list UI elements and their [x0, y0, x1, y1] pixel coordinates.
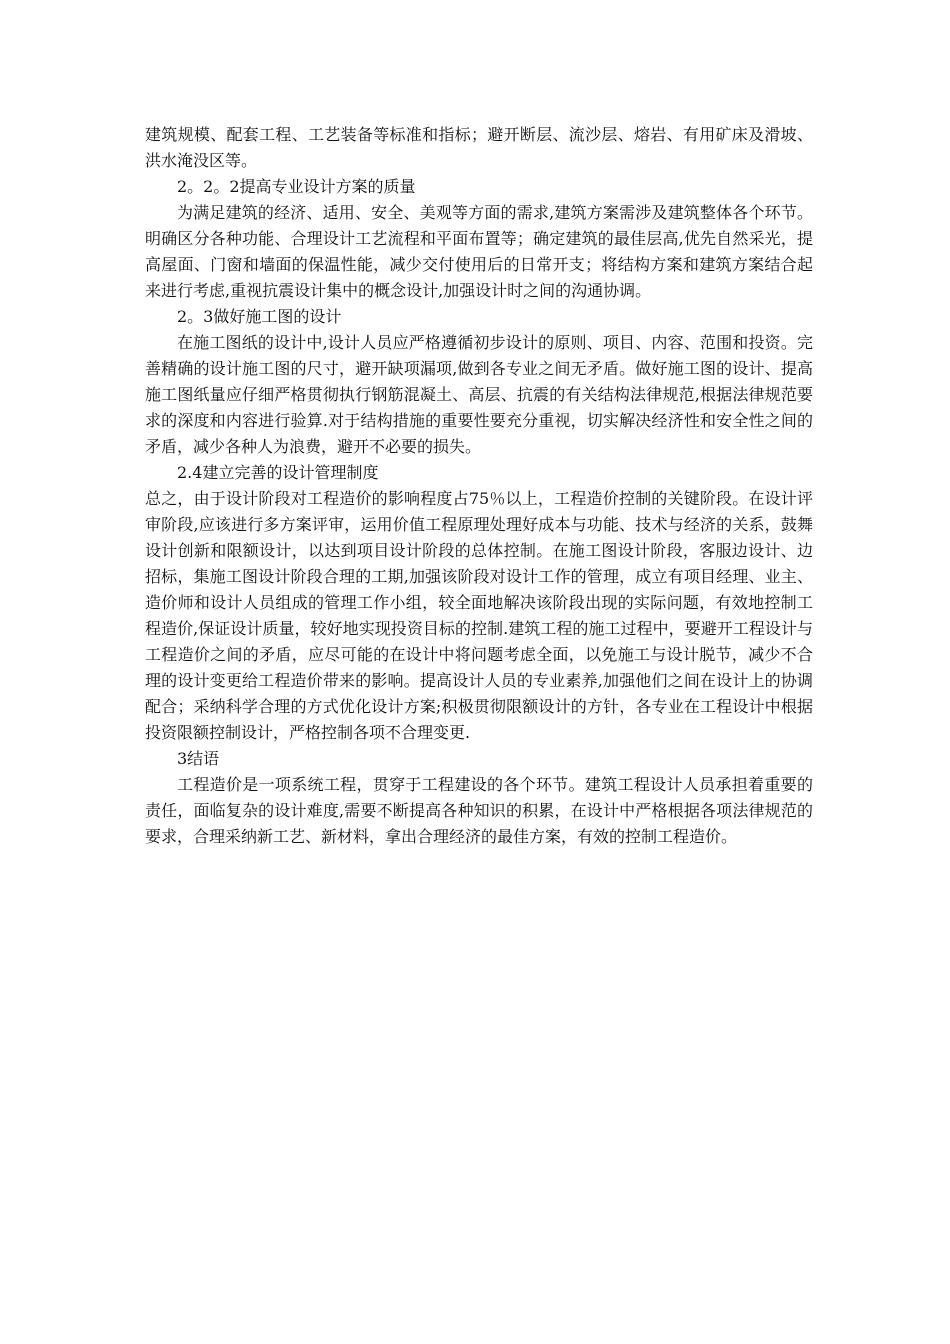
- section-heading-2-2-2: 2。2。2提高专业设计方案的质量: [177, 177, 416, 196]
- section-heading-2-4: 2.4建立完善的设计管理制度: [177, 463, 379, 482]
- paragraph-site-selection: 建筑规模、配套工程、工艺装备等标准和指标；避开断层、流沙层、熔岩、有用矿床及滑坡、洪水淹没区等。: [145, 125, 813, 170]
- section-heading-2-3: 2。3做好施工图的设计: [177, 307, 342, 326]
- section-heading-3: 3结语: [177, 749, 220, 768]
- paragraph-management-system: 总之，由于设计阶段对工程造价的影响程度占75％以上，工程造价控制的关键阶段。在设计评审阶段,应该进行多方案评审，运用价值工程原理处理好成本与功能、技术与经济的关系，鼓舞设计创新和限额设计，以达到项目设计阶段的总体控制。在施工图设计阶段，客服边设计、边招标，集施工图设计阶段合理的工期,加强该阶段对设计工作的管理，成立有项目经理、业主、造价师和设计人员组成的管理工作小组，较全面地解决该阶段出现的实际问题，有效地控制工程造价,保证设计质量，较好地实现投资目标的控制.建筑工程的施工过程中，要避开工程设计与工程造价之间的矛盾，应尽可能的在设计中将问题考虑全面，以免施工与设计脱节，减少不合理的设计变更给工程造价带来的影响。提高设计人员的专业素养,加强他们之间在设计上的协调配合；采纳科学合理的方式优化设计方案;积极贯彻限额设计的方针，各专业在工程设计中根据投资限额控制设计，严格控制各项不合理变更.: [145, 489, 813, 742]
- document-body: [145, 122, 813, 850]
- paragraph-construction-drawing: 在施工图纸的设计中,设计人员应严格遵循初步设计的原则、项目、内容、范围和投资。完善精确的设计施工图的尺寸，避开缺项漏项,做到各专业之间无矛盾。做好施工图的设计、提高施工图纸量应仔细严格贯彻执行钢筋混凝土、高层、抗震的有关结构法律规范,根据法律规范要求的深度和内容进行验算.对于结构措施的重要性要充分重视，切实解决经济性和安全性之间的矛盾，减少各种人为浪费，避开不必要的损失。: [145, 333, 813, 456]
- paragraph-design-quality: 为满足建筑的经济、适用、安全、美观等方面的需求,建筑方案需涉及建筑整体各个环节。明确区分各种功能、合理设计工艺流程和平面布置等；确定建筑的最佳层高,优先自然采光，提高屋面、门窗和墙面的保温性能，减少交付使用后的日常开支；将结构方案和建筑方案结合起来进行考虑,重视抗震设计集中的概念设计,加强设计时之间的沟通协调。: [145, 203, 813, 300]
- paragraph-conclusion: 工程造价是一项系统工程，贯穿于工程建设的各个环节。建筑工程设计人员承担着重要的责任，面临复杂的设计难度,需要不断提高各种知识的积累，在设计中严格根据各项法律规范的要求，合理采纳新工艺、新材料，拿出合理经济的最佳方案，有效的控制工程造价。: [145, 775, 813, 846]
